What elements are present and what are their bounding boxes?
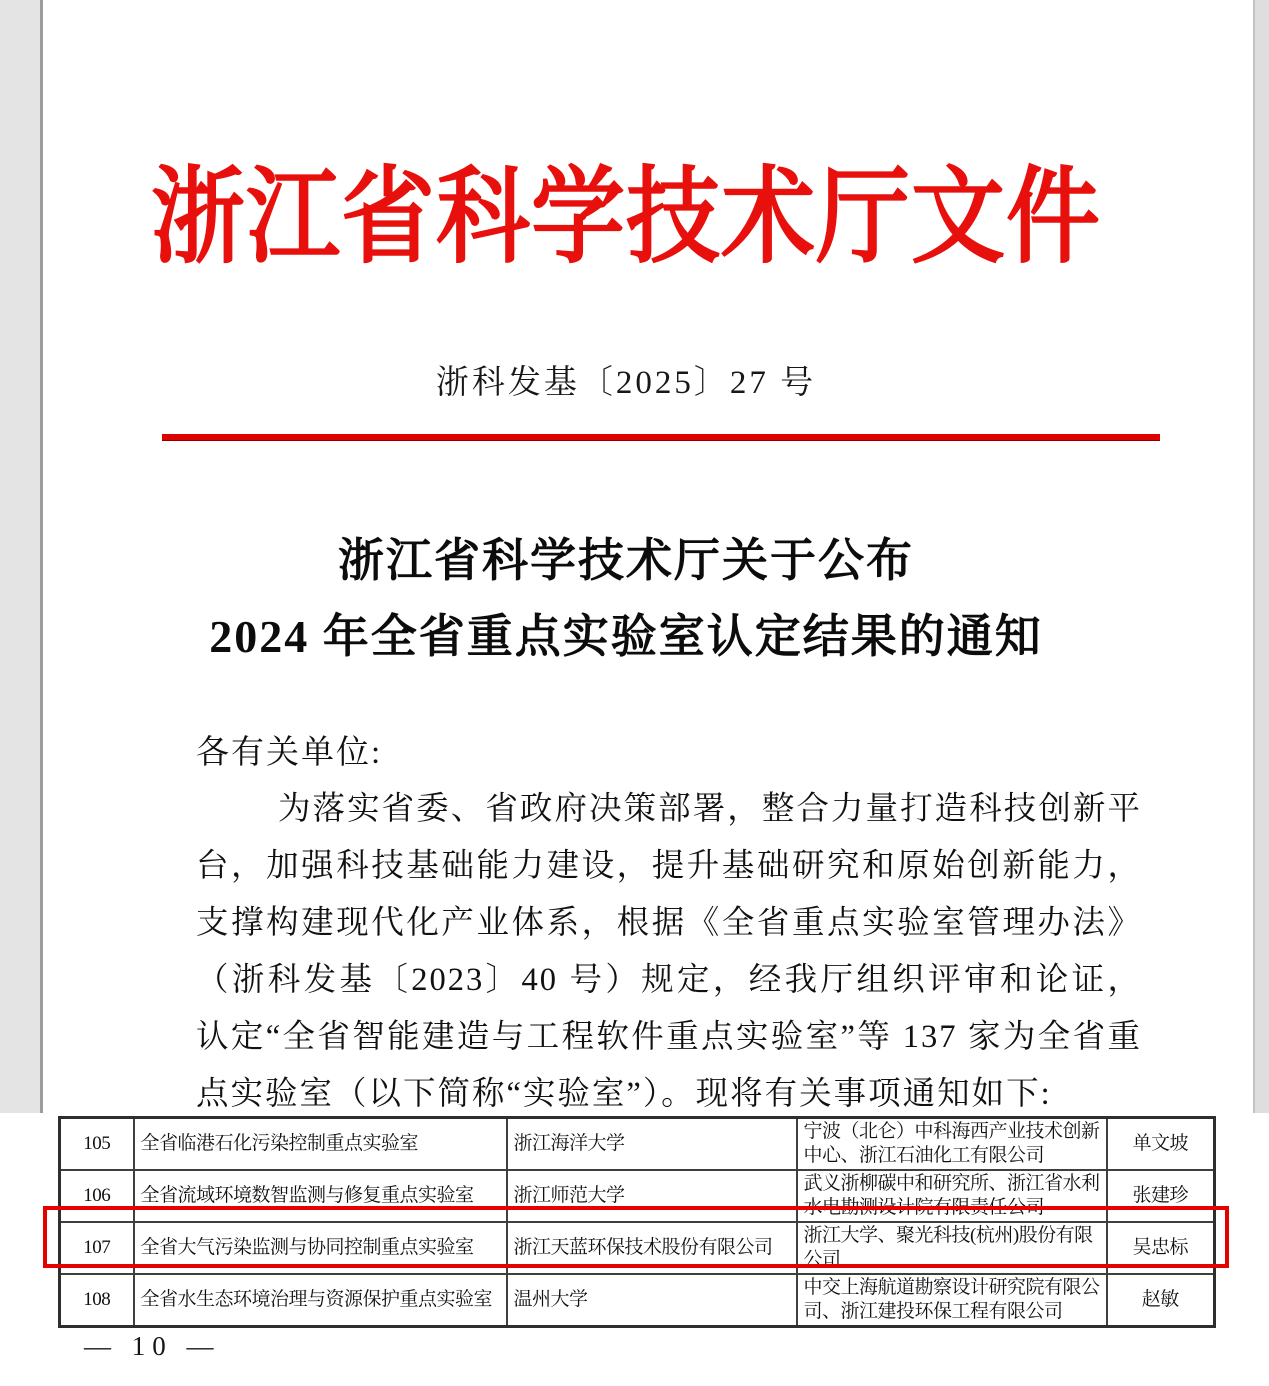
table-row: [60, 1274, 1215, 1327]
partners-cell: 武义浙柳碳中和研究所、浙江省水利水电勘测设计院有限责任公司: [797, 1170, 1107, 1222]
letterhead-red-rule: [162, 434, 1160, 441]
table-row: [60, 1118, 1215, 1171]
lab-name-cell: 全省流域环境数智监测与修复重点实验室: [134, 1170, 507, 1222]
lab-name-cell: 全省临港石化污染控制重点实验室: [134, 1118, 507, 1171]
results-table: [58, 1116, 1216, 1328]
institution-cell: 浙江海洋大学: [507, 1118, 797, 1171]
director-cell: 赵敏: [1107, 1274, 1215, 1327]
page-number: — 10 —: [84, 1331, 221, 1361]
institution-cell: 浙江师范大学: [507, 1170, 797, 1222]
table-row: [60, 1170, 1215, 1222]
document-number: 浙科发基〔2025〕27 号: [435, 365, 817, 401]
agency-letterhead-title: 浙江省科学技术厅文件: [150, 159, 1101, 277]
row-number-cell: 106: [60, 1170, 134, 1222]
salutation: 各有关单位:: [196, 735, 383, 771]
notice-title-line1: 浙江省科学技术厅关于公布: [338, 535, 914, 586]
director-cell: 单文坡: [1107, 1118, 1215, 1171]
table-row-highlighted: [60, 1222, 1215, 1274]
partners-cell: 宁波（北仑）中科海西产业技术创新中心、浙江石油化工有限公司: [797, 1118, 1107, 1171]
row-number-cell: 107: [60, 1222, 134, 1274]
director-cell: 张建珍: [1107, 1170, 1215, 1222]
lab-name-cell: 全省水生态环境治理与资源保护重点实验室: [134, 1274, 507, 1327]
row-number-cell: 105: [60, 1118, 134, 1171]
notice-title-line2: 2024 年全省重点实验室认定结果的通知: [209, 611, 1043, 662]
scan-gutter-right: [1253, 0, 1269, 1125]
row-number-cell: 108: [60, 1274, 134, 1327]
director-cell: 吴忠标: [1107, 1222, 1215, 1274]
notice-body-paragraph: 为落实省委、省政府决策部署，整合力量打造科技创新平台，加强科技基础能力建设，提升基础研究和原始创新能力，支撑构建现代化产业体系，根据《全省重点实验室管理办法》（浙科发基〔2023〕40 号）规定，经我厅组织评审和论证，认定“全省智能建造与工程软件重点实验室”等 137 家为全省重点实验室（以下简称“实验室”）。现将有关事项通知如下:: [196, 791, 1142, 1112]
institution-cell: 温州大学: [507, 1274, 797, 1327]
partners-cell: 中交上海航道勘察设计研究院有限公司、浙江建投环保工程有限公司: [797, 1274, 1107, 1327]
partners-cell: 浙江大学、聚光科技(杭州)股份有限公司: [797, 1222, 1107, 1274]
results-table-section: [0, 1113, 1269, 1386]
lab-name-cell: 全省大气污染监测与协同控制重点实验室: [134, 1222, 507, 1274]
notice-title: [46, 523, 1206, 675]
institution-cell: 浙江天蓝环保技术股份有限公司: [507, 1222, 797, 1274]
scan-gutter-left: [0, 0, 43, 1113]
